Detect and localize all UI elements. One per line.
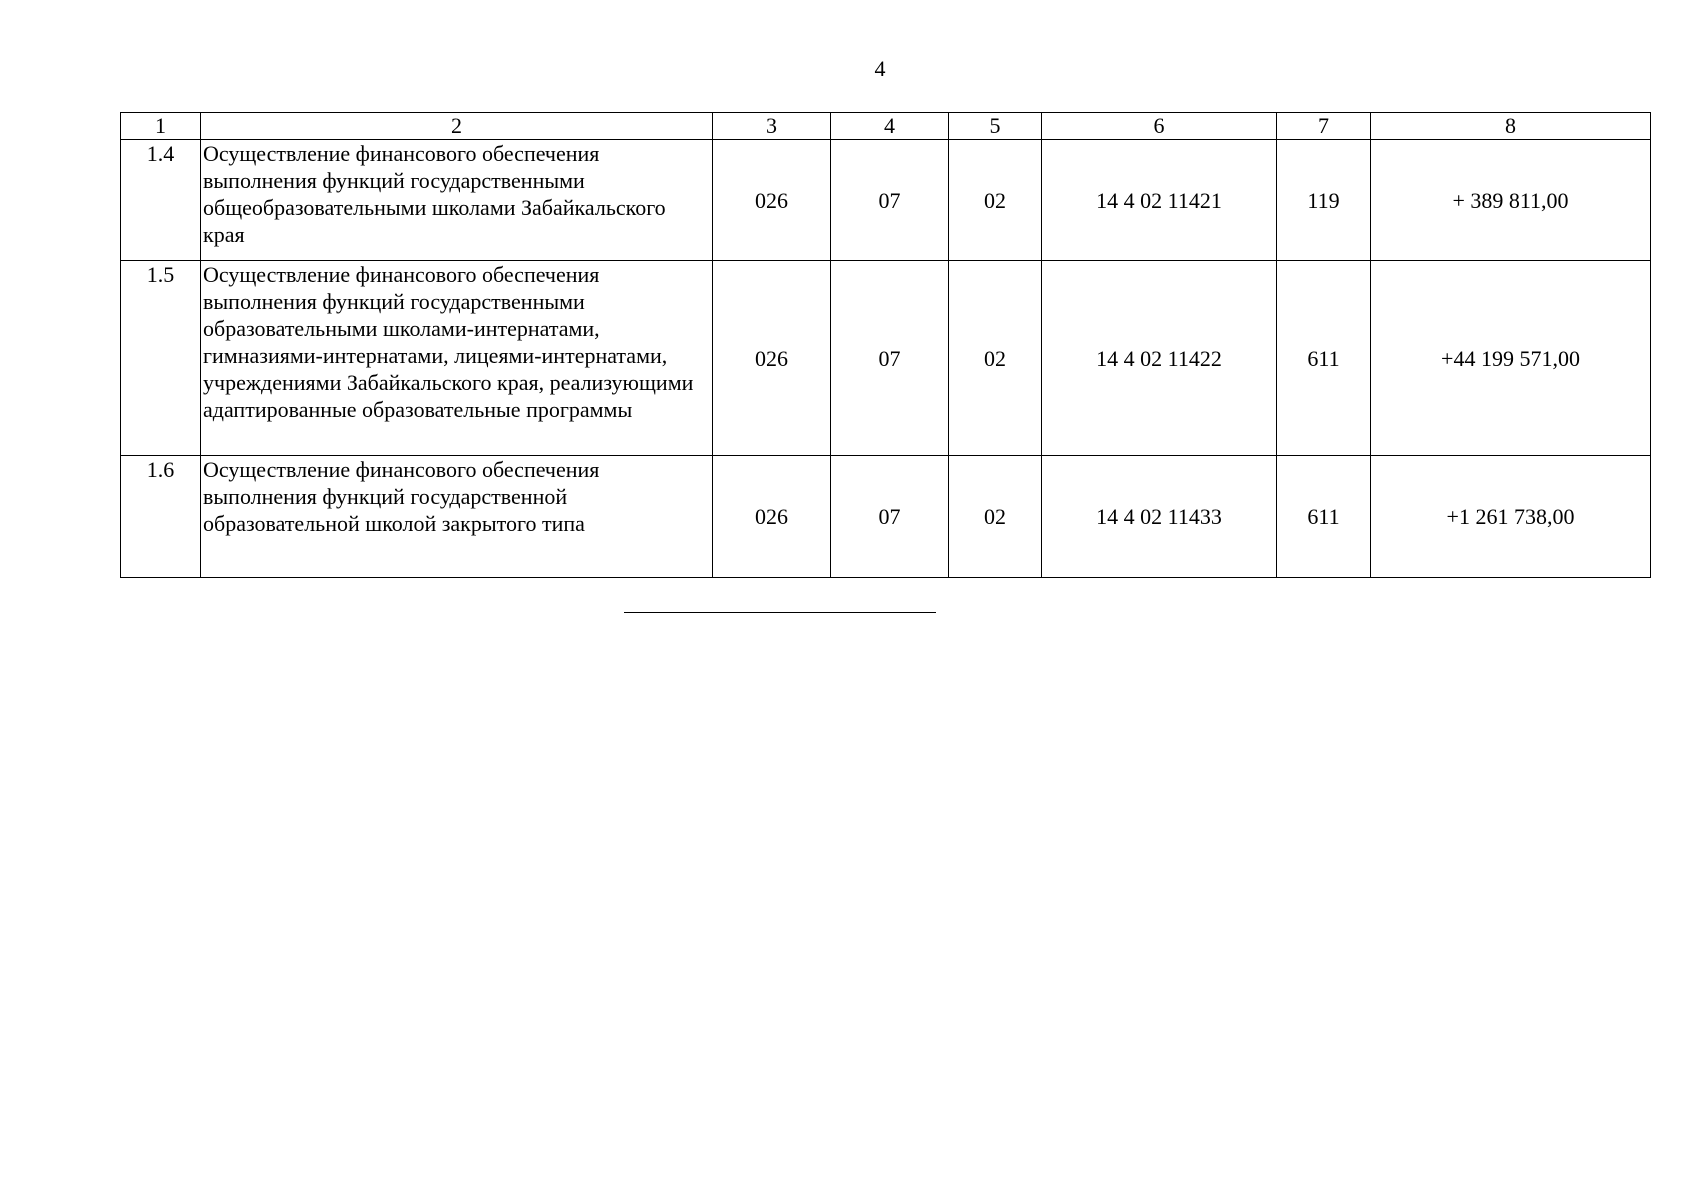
row-number: 1.6 [121, 456, 201, 578]
table-header-row [121, 113, 1651, 140]
column-header: 1 [121, 113, 201, 140]
cell-code-5: 02 [949, 261, 1042, 456]
cell-code-6: 14 4 02 11421 [1042, 140, 1277, 261]
cell-code-7: 611 [1277, 261, 1371, 456]
cell-code-7: 611 [1277, 456, 1371, 578]
table-row [121, 261, 1651, 456]
column-header: 3 [713, 113, 831, 140]
cell-code-3: 026 [713, 261, 831, 456]
cell-code-3: 026 [713, 140, 831, 261]
cell-code-4: 07 [831, 261, 949, 456]
cell-code-3: 026 [713, 456, 831, 578]
row-description: Осуществление финансового обеспечения выполнения функций государственной образовательной школой закрытого типа [201, 456, 713, 578]
end-divider-line [624, 612, 936, 613]
cell-amount: + 389 811,00 [1371, 140, 1651, 261]
cell-amount: +44 199 571,00 [1371, 261, 1651, 456]
cell-amount: +1 261 738,00 [1371, 456, 1651, 578]
column-header: 7 [1277, 113, 1371, 140]
cell-code-7: 119 [1277, 140, 1371, 261]
cell-code-5: 02 [949, 456, 1042, 578]
row-description: Осуществление финансового обеспечения выполнения функций государственными образовательными школами-интернатами, гимназиями-интернатами, лицеями-интернатами, учреждениями Забайкальского края, реализующими адаптированные образовательные программы [201, 261, 713, 456]
cell-code-5: 02 [949, 140, 1042, 261]
column-header: 2 [201, 113, 713, 140]
table-row [121, 140, 1651, 261]
cell-code-4: 07 [831, 140, 949, 261]
cell-code-4: 07 [831, 456, 949, 578]
table-row [121, 456, 1651, 578]
row-description: Осуществление финансового обеспечения выполнения функций государственными общеобразовательными школами Забайкальского края [201, 140, 713, 261]
column-header: 4 [831, 113, 949, 140]
cell-code-6: 14 4 02 11433 [1042, 456, 1277, 578]
page-number: 4 [874, 56, 886, 81]
row-number: 1.4 [121, 140, 201, 261]
column-header: 8 [1371, 113, 1651, 140]
row-number: 1.5 [121, 261, 201, 456]
budget-table [120, 112, 1651, 578]
column-header: 6 [1042, 113, 1277, 140]
cell-code-6: 14 4 02 11422 [1042, 261, 1277, 456]
column-header: 5 [949, 113, 1042, 140]
